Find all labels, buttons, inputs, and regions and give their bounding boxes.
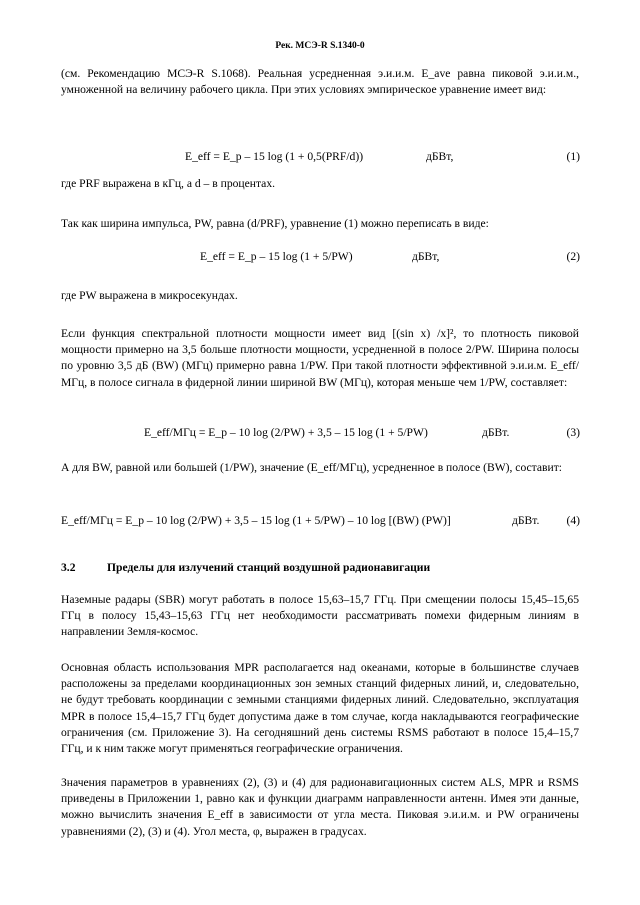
paragraph-bw-average: А для BW, равной или большей (1/PW), значение (E_eff/МГц), усредненное в полосе (BW), составит: [61,461,563,474]
paragraph-pulse-width: Так как ширина импульса, PW, равна (d/PRF), уравнение (1) можно переписать в виде: [61,217,489,230]
equation-4-number: (4) [566,514,580,527]
equation-2-unit: дБВт, [412,250,440,263]
paragraph-mpr: Основная область использования MPR располагается над океанами, которые в большинстве случаев расположены за пределами координационных зон земных станций фидерных линий, и, следовательно, не будут требовать координации с земными станциями фидерных линий. Следовательно, эксплуатация MPR в полосе 15,4–15,7 ГГц будет допустима даже в том случае, когда накладываются географические ограничения (см. Приложение 3). На сегодняшний день системы RSMS работают в полосе 15,4–15,7 ГГц, и к ним также могут применяться географические ограничения. [61,661,579,756]
equation-4-unit: дБВт. [512,514,540,527]
paragraph-intro: (см. Рекомендацию МСЭ-R S.1068). Реальная усредненная э.и.и.м. E_ave равна пиковой э.и.и.м., умноженной на величину рабочего цикла. При этих условиях эмпирическое уравнение имеет вид: [61,67,579,97]
equation-3: E_eff/МГц = E_p – 10 log (2/PW) + 3,5 – 15 log (1 + 5/PW) [144,426,428,439]
page-header: Рек. МСЭ-R S.1340-0 [275,41,365,51]
equation-4: E_eff/МГц = E_p – 10 log (2/PW) + 3,5 – 15 log (1 + 5/PW) – 10 log [(BW) (PW)] [61,514,451,527]
equation-3-number: (3) [566,426,580,439]
paragraph-parameter-values: Значения параметров в уравнениях (2), (3) и (4) для радионавигационных систем ALS, MPR и RSMS приведены в Приложении 1, равно как и функции диаграмм направленности антенн. Имея эти данные, можно вычислить значения E_eff в зависимости от угла места. Пиковая э.и.и.м. и PW ограничены уравнениями (2), (3) и (4). Угол места, φ, выражен в градусах. [61,776,579,838]
section-heading [61,561,430,574]
section-number: 3.2 [61,561,76,574]
paragraph-where-prf: где PRF выражена в кГц, а d – в процентах. [61,177,276,190]
equation-2-number: (2) [566,250,580,263]
equation-2: E_eff = E_p – 15 log (1 + 5/PW) [200,250,353,263]
paragraph-spectral-density: Если функция спектральной плотности мощности имеет вид [(sin x) /x]², то плотность пиковой мощности примерно на 3,5 больше плотности мощности, усредненной в полосе 2/PW. Ширина полосы по уровню 3,5 дБ (BW) (МГц) примерно равна 1/PW. При такой плотности эффективной э.и.и.м. E_eff/МГц, в полосе сигнала в фидерной линии шириной BW (МГц), которая меньше чем 1/PW, составляет: [61,327,579,389]
equation-1: E_eff = E_p – 15 log (1 + 0,5(PRF/d)) [185,150,364,163]
equation-3-unit: дБВт. [482,426,510,439]
paragraph-sbr: Наземные радары (SBR) могут работать в полосе 15,63–15,7 ГГц. При смещении полосы 15,45–15,65 ГГц в полосу 15,43–15,63 ГГц нет необходимости рассматривать помехи фидерным линиям в направлении Земля-космос. [61,593,579,639]
equation-1-unit: дБВт, [426,150,454,163]
section-title: Пределы для излучений станций воздушной радионавигации [107,561,431,574]
paragraph-where-pw: где PW выражена в микросекундах. [61,289,238,302]
equation-1-number: (1) [566,150,580,163]
